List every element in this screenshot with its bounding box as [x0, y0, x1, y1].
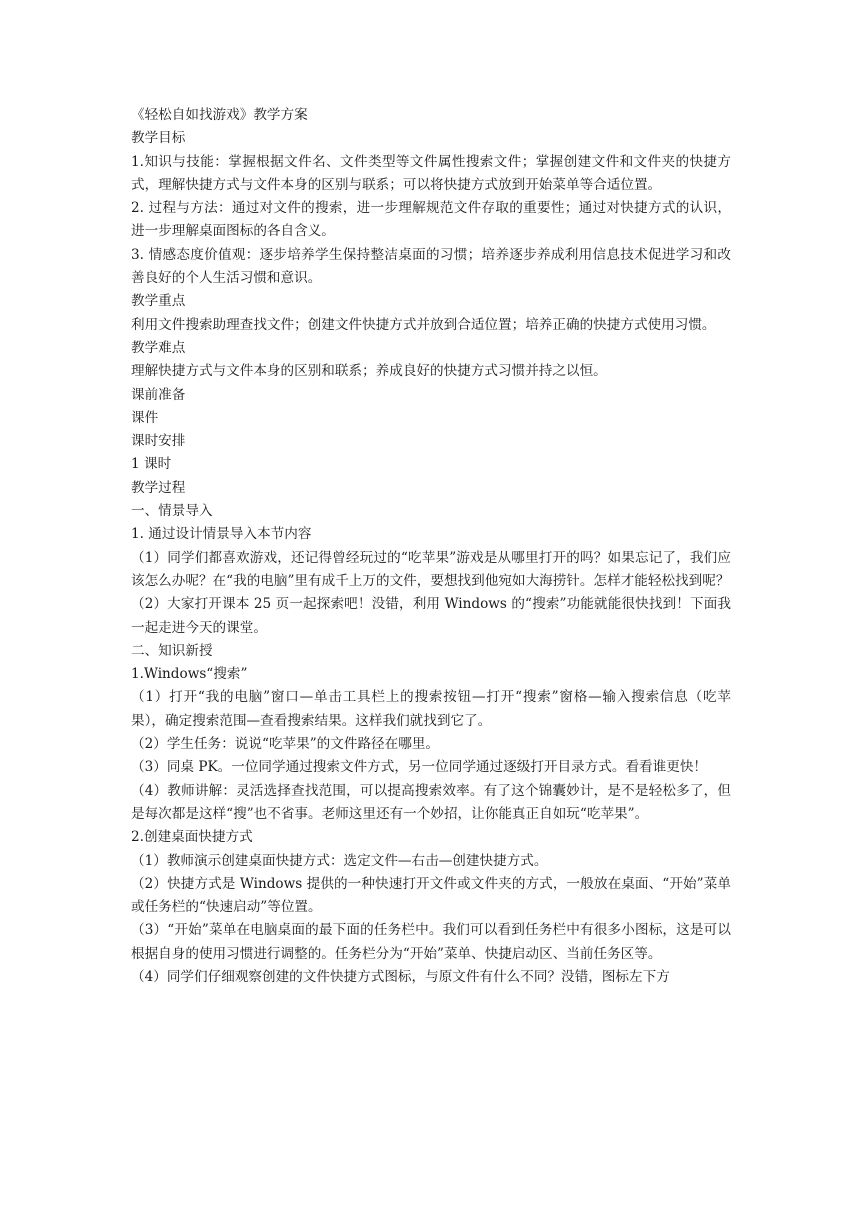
paragraph: 1 课时: [131, 456, 172, 473]
paragraph: （3）“开始”菜单在电脑桌面的最下面的任务栏中。我们可以看到任务栏中有很多小图标，这是可以根据自身的使用习惯进行调整的。任务栏分为“开始”菜单、快捷启动区、当前任务区等。: [131, 922, 731, 962]
paragraph: 利用文件搜索助理查找文件；创建文件快捷方式并放到合适位置；培养正确的快捷方式使用习惯。: [131, 316, 716, 333]
section-heading: 二、知识新授: [131, 642, 213, 659]
section-heading: 一、情景导入: [131, 503, 213, 520]
paragraph: 1.知识与技能：掌握根据文件名、文件类型等文件属性搜索文件；掌握创建文件和文件夹的快捷方式，理解快捷方式与文件本身的区别与联系；可以将快捷方式放到开始菜单等合适位置。: [131, 153, 731, 193]
paragraph: 课件: [131, 409, 159, 426]
document-body: [131, 104, 731, 989]
section-heading: 课前准备: [131, 386, 186, 403]
paragraph: （3）同桌 PK。一位同学通过搜索文件方式，另一位同学通过逐级打开目录方式。看看谁更快！: [131, 759, 708, 776]
paragraph: （4）同学们仔细观察创建的文件快捷方式图标，与原文件有什么不同？没错，图标左下方: [131, 968, 670, 985]
section-heading: 教学目标: [131, 130, 186, 147]
paragraph: 1. 通过设计情景导入本节内容: [131, 526, 312, 543]
section-heading: 教学重点: [131, 293, 186, 310]
paragraph: 1.Windows“搜索”: [131, 666, 248, 683]
document-title: 《轻松自如找游戏》教学方案: [131, 107, 308, 123]
paragraph: （2）学生任务：说说“吃苹果”的文件路径在哪里。: [131, 736, 440, 753]
paragraph: 理解快捷方式与文件本身的区别和联系；养成良好的快捷方式习惯并持之以恒。: [131, 363, 607, 380]
paragraph: （1）同学们都喜欢游戏，还记得曾经玩过的“吃苹果”游戏是从哪里打开的吗？如果忘记了，我们应该怎么办呢？在“我的电脑”里有成千上万的文件，要想找到他宛如大海捞针。怎样才能轻松找到呢？: [131, 549, 731, 589]
paragraph: （2）快捷方式是 Windows 提供的一种快速打开文件或文件夹的方式，一般放在桌面、“开始”菜单或任务栏的“快速启动”等位置。: [131, 875, 731, 916]
paragraph: （1）打开“我的电脑”窗口—单击工具栏上的搜索按钮—打开“搜索”窗格—输入搜索信息（吃苹果），确定搜索范围—查看搜索结果。这样我们就找到它了。: [131, 689, 731, 729]
paragraph: 3. 情感态度价值观：逐步培养学生保持整洁桌面的习惯；培养逐步养成利用信息技术促进学习和改善良好的个人生活习惯和意识。: [131, 246, 731, 287]
section-heading: 教学难点: [131, 339, 186, 356]
paragraph: （1）教师演示创建桌面快捷方式：选定文件—右击—创建快捷方式。: [131, 852, 548, 869]
paragraph: （2）大家打开课本 25 页一起探索吧！没错，利用 Windows 的“搜索”功能就能很快找到！下面我一起走进今天的课堂。: [131, 596, 731, 636]
paragraph: （4）教师讲解：灵活选择查找范围，可以提高搜索效率。有了这个锦囊妙计，是不是轻松多了，但是每次都是这样“搜”也不省事。老师这里还有一个妙招，让你能真正自如玩“吃苹果”。: [131, 782, 731, 822]
paragraph: 2.创建桌面快捷方式: [131, 829, 253, 846]
section-heading: 教学过程: [131, 479, 186, 496]
section-heading: 课时安排: [131, 433, 186, 450]
paragraph: 2. 过程与方法：通过对文件的搜索，进一步理解规范文件存取的重要性；通过对快捷方式的认识，进一步理解桌面图标的各自含义。: [131, 200, 731, 240]
